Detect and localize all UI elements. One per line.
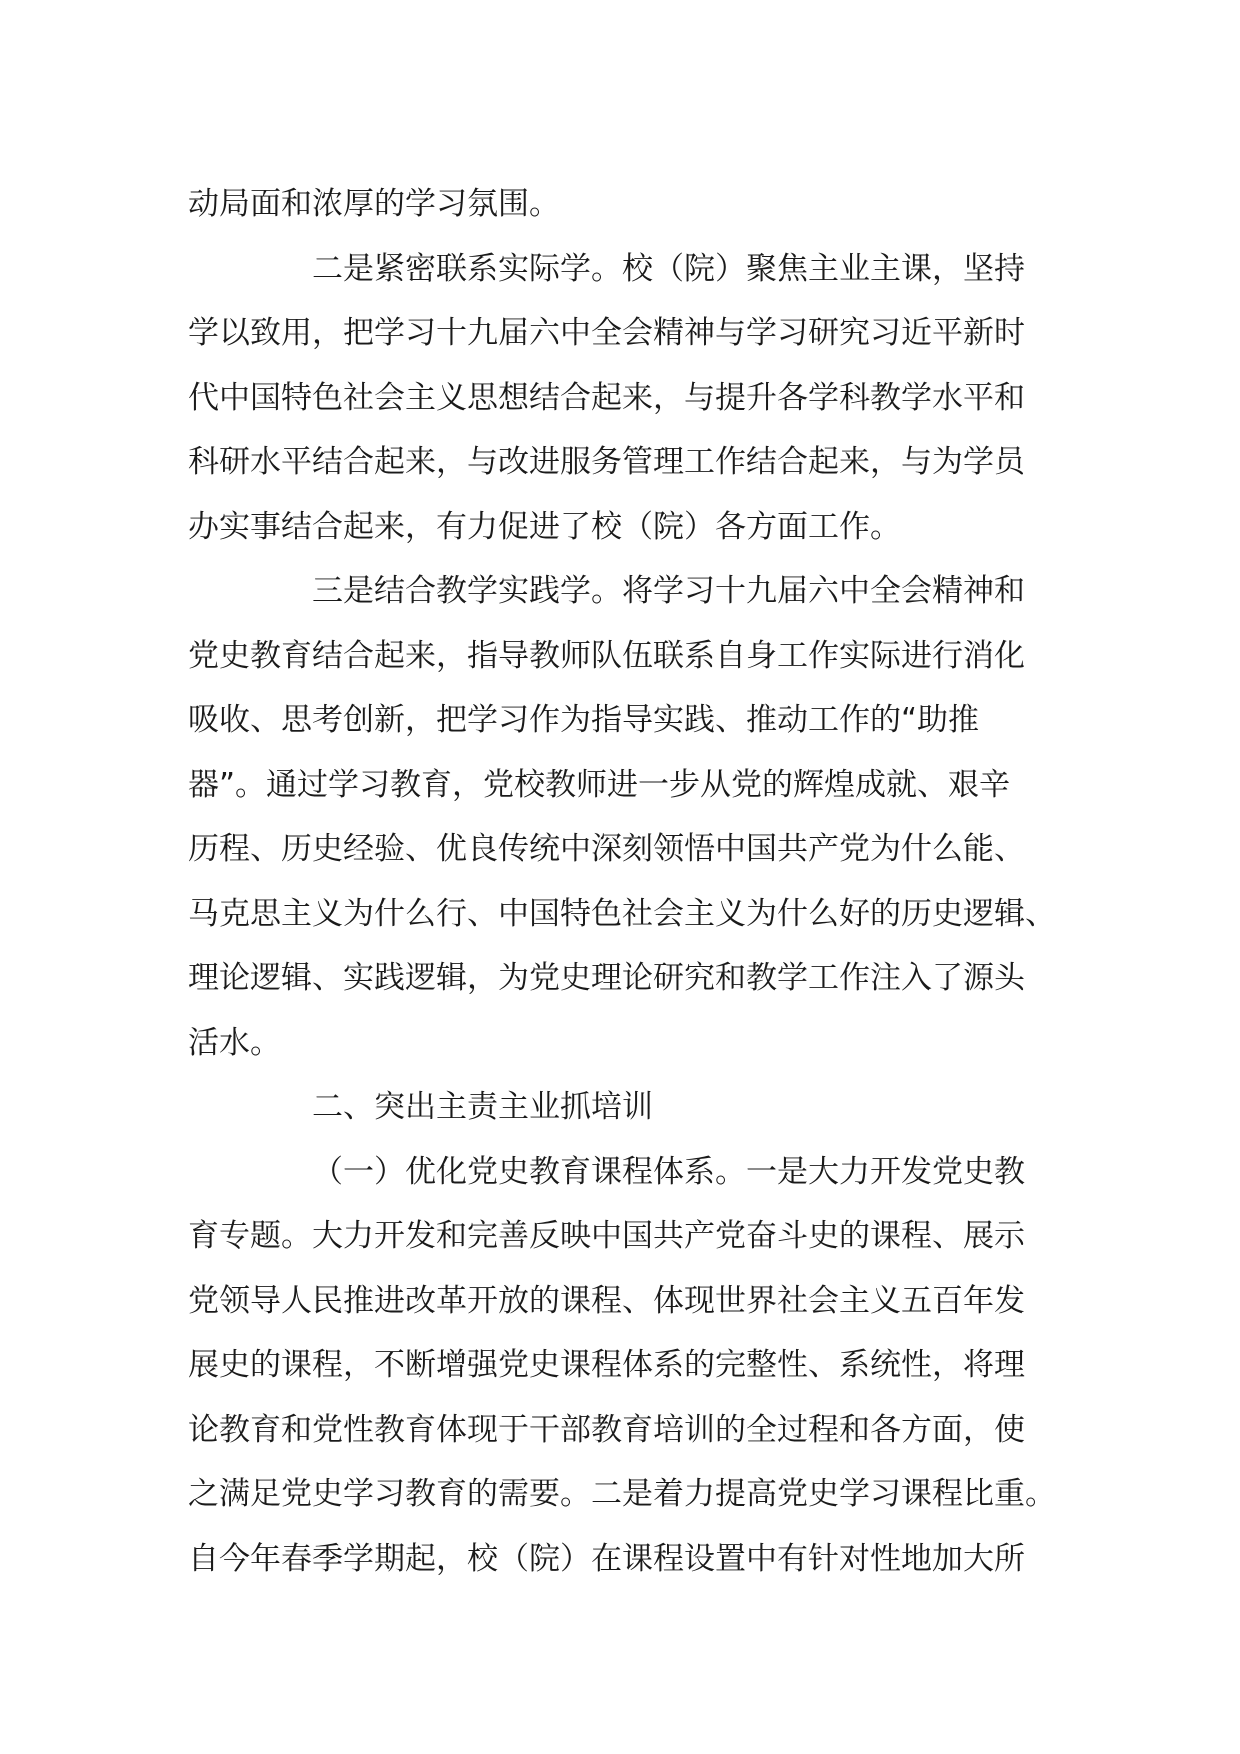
text-line: 吸收、思考创新，把学习作为指导实践、推动工作的“助推: [188, 702, 980, 738]
text-line: 历程、历史经验、优良传统中深刻领悟中国共产党为什么能、: [188, 831, 1025, 867]
section-heading: 二、突出主责主业抓培训: [312, 1089, 653, 1125]
text-line: 动局面和浓厚的学习氛围。: [188, 186, 560, 222]
text-line: 器”。通过学习教育，党校教师进一步从党的辉煌成就、艰辛: [188, 766, 1011, 803]
text-line: 科研水平结合起来，与改进服务管理工作结合起来，与为学员: [188, 444, 1025, 480]
text-line: 理论逻辑、实践逻辑，为党史理论研究和教学工作注入了源头: [188, 960, 1025, 996]
text-line: 学以致用，把学习十九届六中全会精神与学习研究习近平新时: [188, 315, 1025, 351]
body-text: [188, 172, 1068, 1591]
text-line: 代中国特色社会主义思想结合起来，与提升各学科教学水平和: [188, 379, 1025, 416]
paragraph-start-line: （一）优化党史教育课程体系。一是大力开发党史教: [312, 1153, 1025, 1190]
text-line: 党领导人民推进改革开放的课程、体现世界社会主义五百年发: [188, 1282, 1025, 1319]
text-line: 党史教育结合起来，指导教师队伍联系自身工作实际进行消化: [188, 637, 1025, 674]
text-line: 自今年春季学期起，校（院）在课程设置中有针对性地加大所: [188, 1540, 1025, 1577]
paragraph-start-line: 二是紧密联系实际学。校（院）聚焦主业主课，坚持: [312, 250, 1025, 287]
text-line: 活水。: [188, 1024, 281, 1061]
text-line: 展史的课程，不断增强党史课程体系的完整性、系统性，将理: [188, 1347, 1025, 1383]
text-line: 之满足党史学习教育的需要。二是着力提高党史学习课程比重。: [188, 1476, 1056, 1512]
text-line: 马克思主义为什么行、中国特色社会主义为什么好的历史逻辑、: [188, 895, 1056, 932]
text-line: 办实事结合起来，有力促进了校（院）各方面工作。: [188, 508, 901, 545]
paragraph-start-line: 三是结合教学实践学。将学习十九届六中全会精神和: [312, 573, 1025, 609]
text-line: 论教育和党性教育体现于干部教育培训的全过程和各方面，使: [188, 1411, 1025, 1448]
text-line: 育专题。大力开发和完善反映中国共产党奋斗史的课程、展示: [188, 1218, 1025, 1254]
